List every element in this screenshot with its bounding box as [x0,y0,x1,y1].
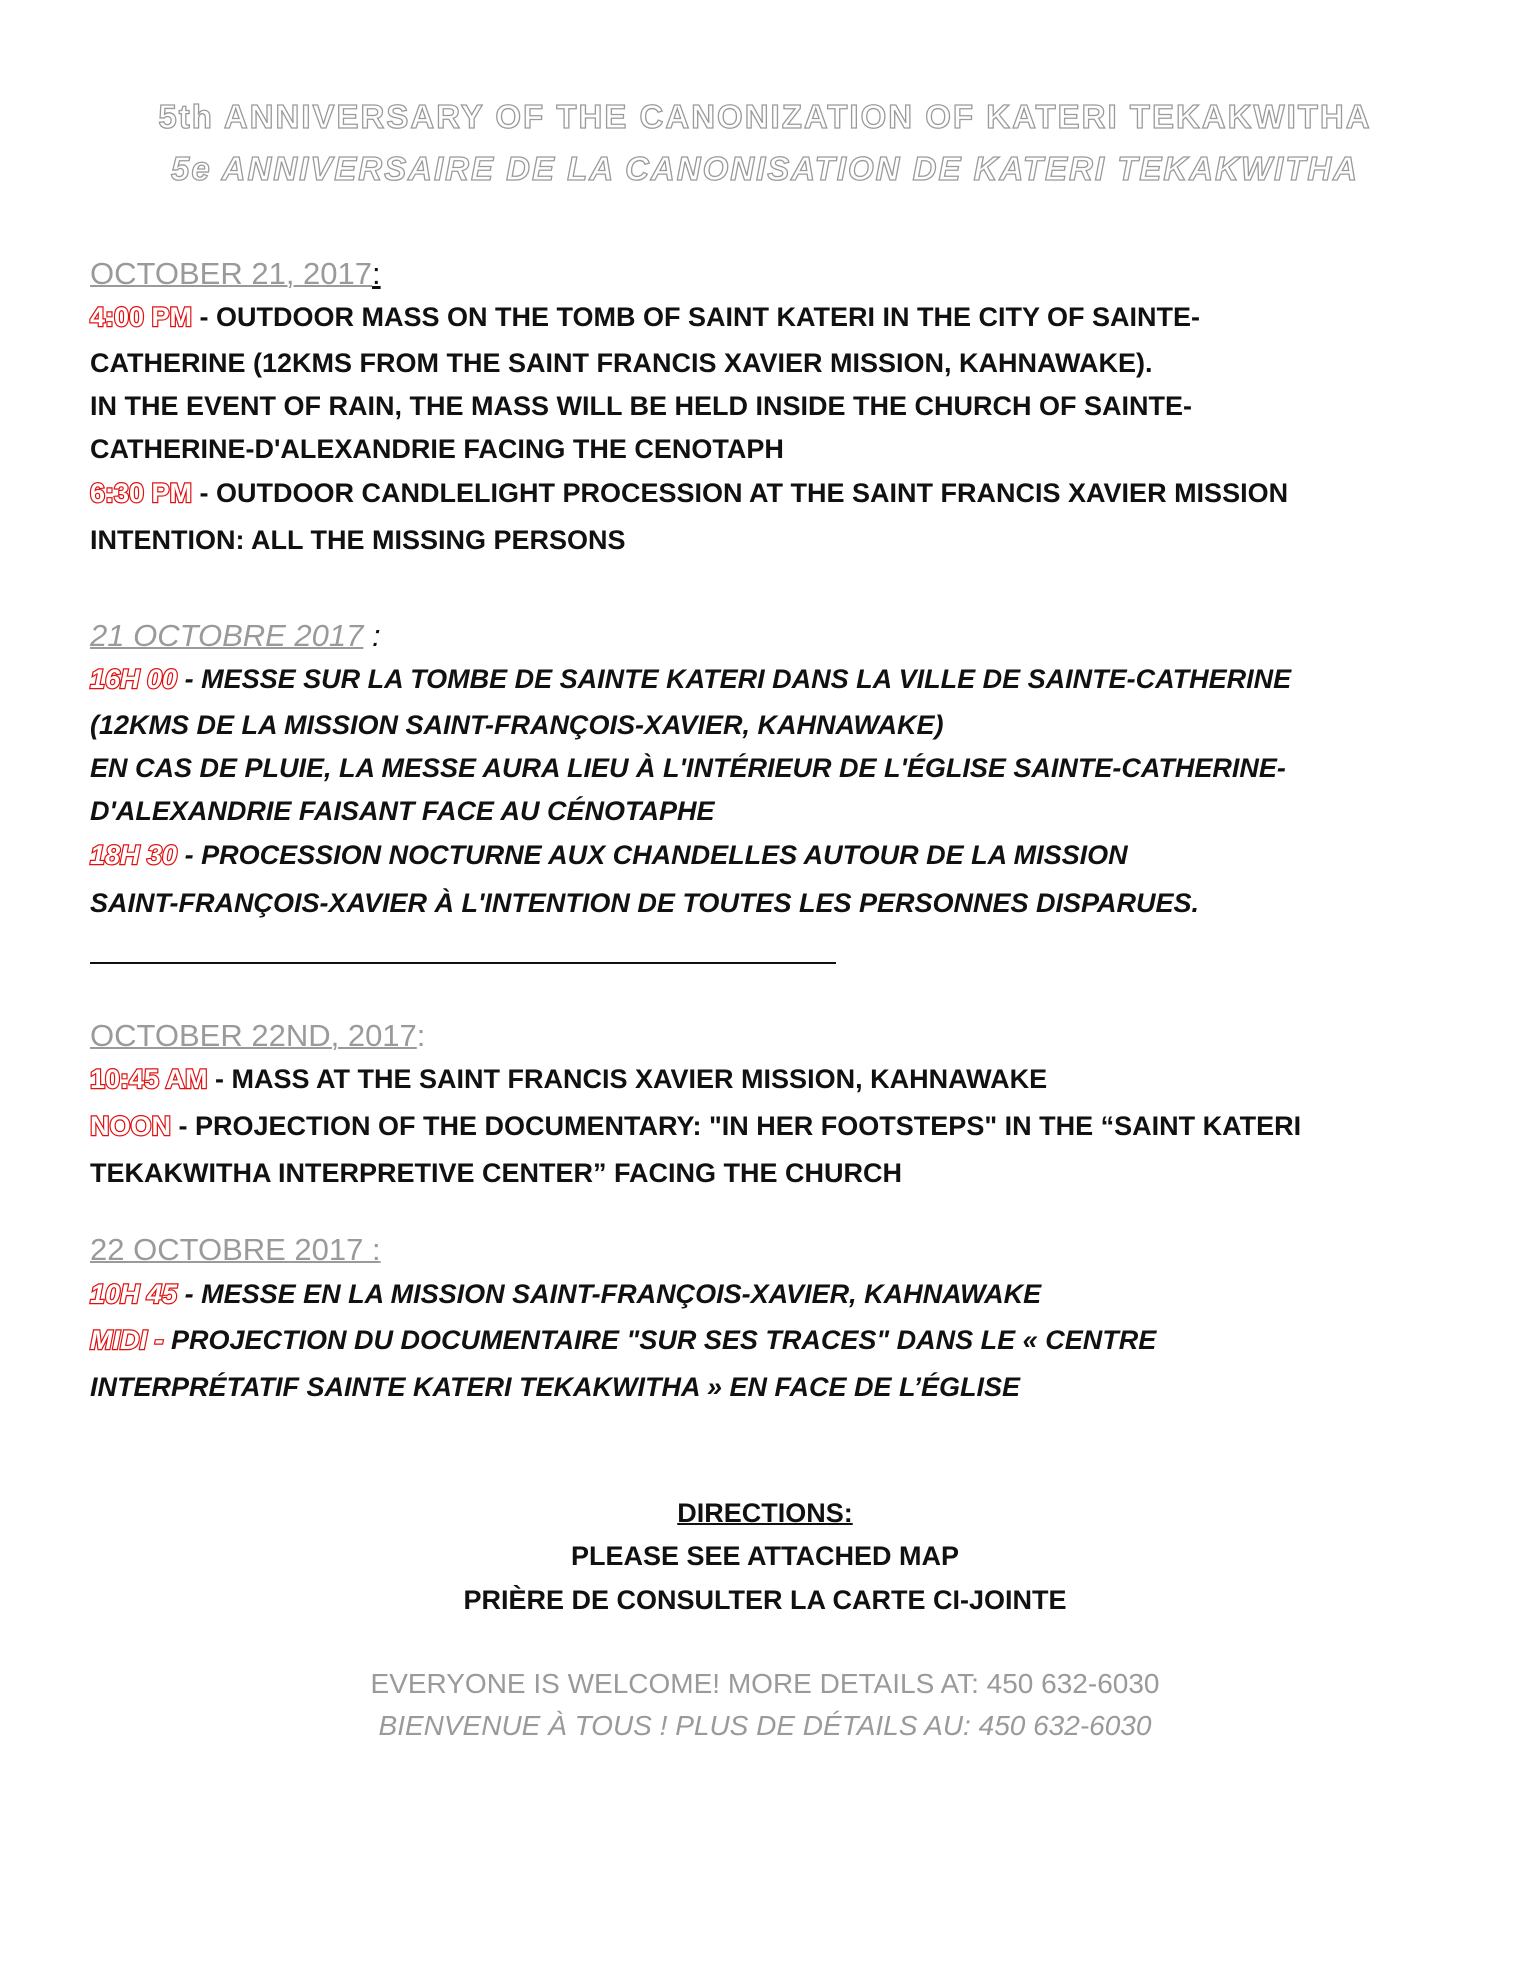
date-heading-oct22-fr [90,1232,381,1268]
date-heading-oct21-en [90,256,381,292]
schedule-text: - PROCESSION NOCTURNE AUX CHANDELLES AUTOUR DE LA MISSION [177,840,1128,870]
schedule-line [90,304,1200,331]
time-label: 16H 00 [90,664,178,694]
schedule-line [90,393,1192,420]
date-suffix: : [416,1018,426,1053]
schedule-line [90,436,784,463]
schedule-line [90,1113,1301,1140]
time-label: MIDI - [90,1325,164,1355]
schedule-line [90,1327,1156,1354]
schedule-line [90,1281,1041,1308]
schedule-text: - OUTDOOR CANDLELIGHT PROCESSION AT THE SAINT FRANCIS XAVIER MISSION [192,478,1289,508]
directions-heading-text: DIRECTIONS: [677,1498,853,1528]
date-heading-oct22-en [90,1018,425,1054]
schedule-text: - OUTDOOR MASS ON THE TOMB OF SAINT KATERI IN THE CITY OF SAINTE- [192,302,1201,332]
time-label: 10:45 AM [90,1064,208,1094]
schedule-text: - PROJECTION OF THE DOCUMENTARY: "IN HER FOOTSTEPS" IN THE “SAINT KATERI [171,1111,1302,1141]
directions-line-fr: PRIÈRE DE CONSULTER LA CARTE CI-JOINTE [463,1585,1067,1615]
schedule-line [90,798,714,825]
schedule-line [90,1374,1020,1401]
schedule-line [90,1066,1047,1093]
schedule-line [90,890,1199,917]
schedule-line [90,527,626,554]
date-heading-oct21-fr [90,618,381,654]
schedule-line [90,350,1153,377]
time-label: 6:30 PM [90,478,193,508]
date-text: 22 OCTOBRE 2017 : [90,1232,381,1267]
schedule-line [90,1160,902,1187]
title-french: 5e ANNIVERSAIRE DE LA CANONISATION DE KATERI TEKAKWITHA [170,150,1360,187]
directions-heading [0,1498,1530,1529]
directions-line-en: PLEASE SEE ATTACHED MAP [570,1541,960,1571]
schedule-line [90,842,1128,869]
date-text: 21 OCTOBRE 2017 [90,618,364,653]
schedule-text: INTERPRÉTATIF SAINTE KATERI TEKAKWITHA » EN FACE DE L’ÉGLISE [90,1372,1021,1402]
schedule-line [90,712,944,739]
schedule-line [90,666,1291,693]
schedule-text: PROJECTION DU DOCUMENTAIRE "SUR SES TRACES" DANS LE « CENTRE [163,1325,1157,1355]
date-suffix: : [363,618,381,653]
schedule-text: SAINT-FRANÇOIS-XAVIER À L'INTENTION DE TOUTES LES PERSONNES DISPARUES. [90,888,1200,918]
footer-contact-fr: BIENVENUE À TOUS ! PLUS DE DÉTAILS AU: 450 632-6030 [378,1710,1152,1741]
time-label: 10H 45 [90,1279,178,1309]
schedule-text: EN CAS DE PLUIE, LA MESSE AURA LIEU À L'INTÉRIEUR DE L'ÉGLISE SAINTE-CATHERINE- [90,753,1286,783]
schedule-text: TEKAKWITHA INTERPRETIVE CENTER” FACING THE CHURCH [90,1158,903,1188]
date-text: OCTOBER 21, 2017 [90,256,373,291]
schedule-text: IN THE EVENT OF RAIN, THE MASS WILL BE HELD INSIDE THE CHURCH OF SAINTE- [90,391,1193,421]
schedule-text: - MESSE EN LA MISSION SAINT-FRANÇOIS-XAVIER, KAHNAWAKE [177,1279,1042,1309]
title-english: 5th ANNIVERSARY OF THE CANONIZATION OF KATERI TEKAKWITHA [158,98,1372,135]
time-label: 18H 30 [90,840,178,870]
footer-contact-en: EVERYONE IS WELCOME! MORE DETAILS AT: 450 632-6030 [370,1668,1160,1699]
date-text: OCTOBER 22ND, 2017 [90,1018,417,1053]
schedule-line [90,480,1288,507]
section-divider [90,962,836,964]
schedule-text: CATHERINE-D'ALEXANDRIE FACING THE CENOTAPH [90,434,784,464]
date-suffix: : [372,256,381,291]
schedule-text: - MASS AT THE SAINT FRANCIS XAVIER MISSION, KAHNAWAKE [207,1064,1048,1094]
schedule-text: D'ALEXANDRIE FAISANT FACE AU CÉNOTAPHE [90,796,715,826]
schedule-text: CATHERINE (12KMS FROM THE SAINT FRANCIS XAVIER MISSION, KAHNAWAKE). [90,348,1153,378]
schedule-text: INTENTION: ALL THE MISSING PERSONS [90,525,626,555]
time-label: 4:00 PM [90,302,193,332]
schedule-line [90,755,1286,782]
schedule-text: (12KMS DE LA MISSION SAINT-FRANÇOIS-XAVIER, KAHNAWAKE) [90,710,944,740]
time-label: NOON [90,1111,171,1141]
schedule-text: - MESSE SUR LA TOMBE DE SAINTE KATERI DANS LA VILLE DE SAINTE-CATHERINE [177,664,1292,694]
